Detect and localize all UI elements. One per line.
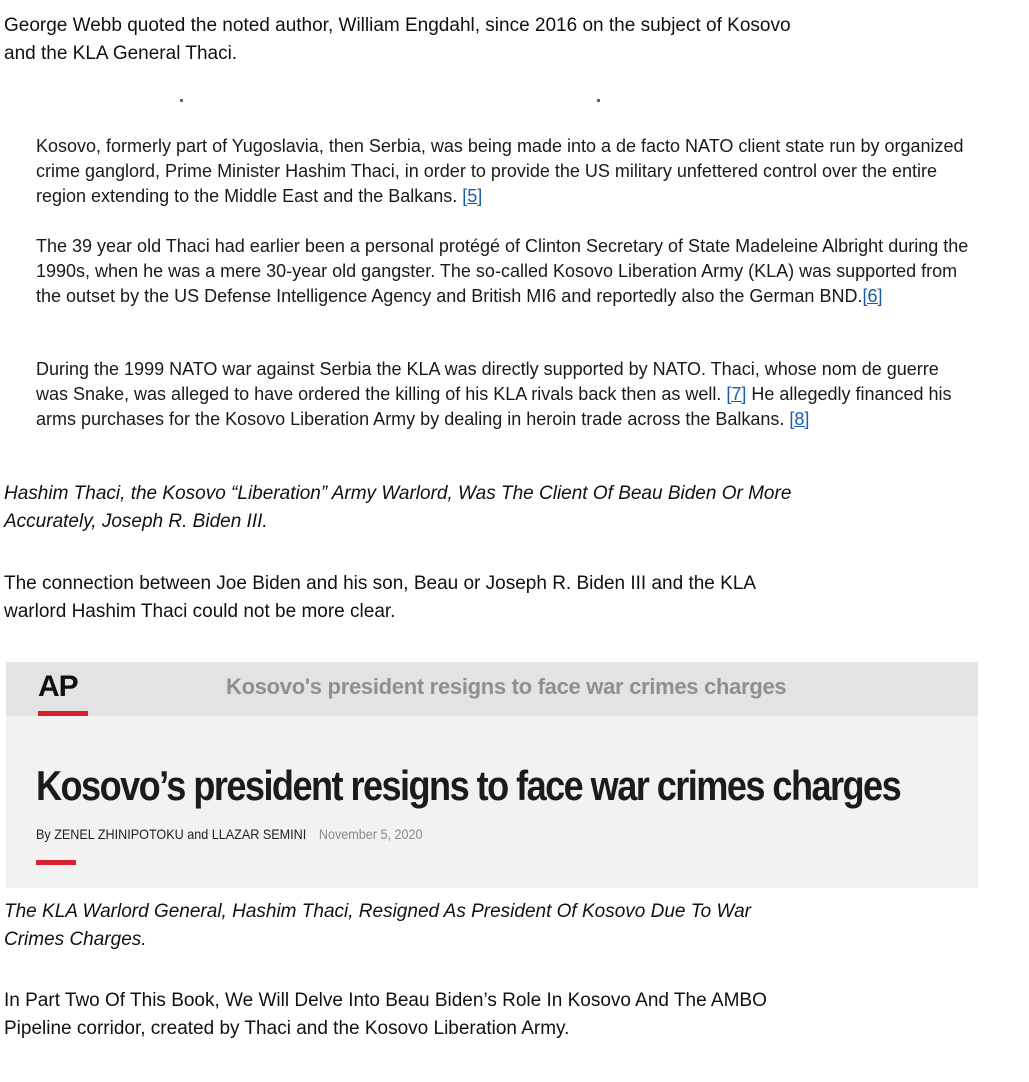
ap-headline: Kosovo’s president resigns to face war crimes charges [36,762,901,809]
closing-line-2: Pipeline corridor, created by Thaci and the Kosovo Liberation Army. [4,1018,570,1039]
cropped-text-remnant [30,94,970,108]
ap-logo-underline [38,711,88,716]
quote-paragraph-2 [36,234,971,309]
closing-line-1: In Part Two Of This Book, We Will Delve Into Beau Biden’s Role In Kosovo And The AMBO [4,990,767,1011]
caption-2-line-2: Crimes Charges. [4,929,147,950]
intro-line-1: George Webb quoted the noted author, William Engdahl, since 2016 on the subject of Kosovo [4,15,791,36]
caption-thaci-client [4,480,994,536]
quote-paragraph-1 [36,134,971,209]
ap-logo[interactable]: AP [38,670,78,703]
quote-screenshot [30,94,970,462]
caption-1-line-2: Accurately, Joseph R. Biden III. [4,511,268,532]
intro-paragraph [4,12,994,68]
ap-bar-title: Kosovo's president resigns to face war crimes charges [226,674,787,699]
caption-thaci-resigned [4,898,994,954]
quote-p3-text-a: During the 1999 NATO war against Serbia the KLA was directly supported by NATO. Thaci, whose nom de guerre was Snake, was alleged to have ordered the killing of his KLA rivals back then as well. [36,359,939,404]
quote-p1-text: Kosovo, formerly part of Yugoslavia, then Serbia, was being made into a de facto NATO client state run by organized crime ganglord, Prime Minister Hashim Thaci, in order to provide the US military unfettered control over the entire region extending to the Middle East and the Balkans. [36,136,964,206]
ap-header-bar [6,662,978,716]
quote-p2-text: The 39 year old Thaci had earlier been a personal protégé of Clinton Secretary of State Madeleine Albright during the 1990s, when he was a mere 30-year old gangster. The so-called Kosovo Liberation Army (KLA) was supported from the outset by the US Defense Intelligence Agency and British MI6 and reportedly also the German BND. [36,236,969,306]
ap-byline: By ZENEL ZHINIPOTOKU and LLAZAR SEMINI [36,826,307,842]
ap-date: November 5, 2020 [318,826,423,842]
footnote-link-6[interactable]: [6] [862,286,883,306]
closing-paragraph [4,987,994,1043]
footnote-link-7[interactable]: [7] [726,384,747,404]
ap-news-screenshot [6,662,978,888]
connection-line-1: The connection between Joe Biden and his son, Beau or Joseph R. Biden III and the KLA [4,573,757,594]
footnote-link-5[interactable]: [5] [462,186,483,206]
connection-paragraph [4,570,994,626]
connection-line-2: warlord Hashim Thaci could not be more clear. [4,601,396,622]
ap-accent-bar [36,860,76,865]
quote-paragraph-3 [36,357,971,432]
quote-p3-text-b: He allegedly financed his arms purchases for the Kosovo Liberation Army by dealing in heroin trade across the Balkans. [36,384,952,429]
caption-2-line-1: The KLA Warlord General, Hashim Thaci, Resigned As President Of Kosovo Due To War [4,901,751,922]
footnote-link-8[interactable]: [8] [789,409,810,429]
ap-byline-row [36,826,423,842]
caption-1-line-1: Hashim Thaci, the Kosovo “Liberation” Army Warlord, Was The Client Of Beau Biden Or More [4,483,792,504]
intro-line-2: and the KLA General Thaci. [4,43,238,64]
